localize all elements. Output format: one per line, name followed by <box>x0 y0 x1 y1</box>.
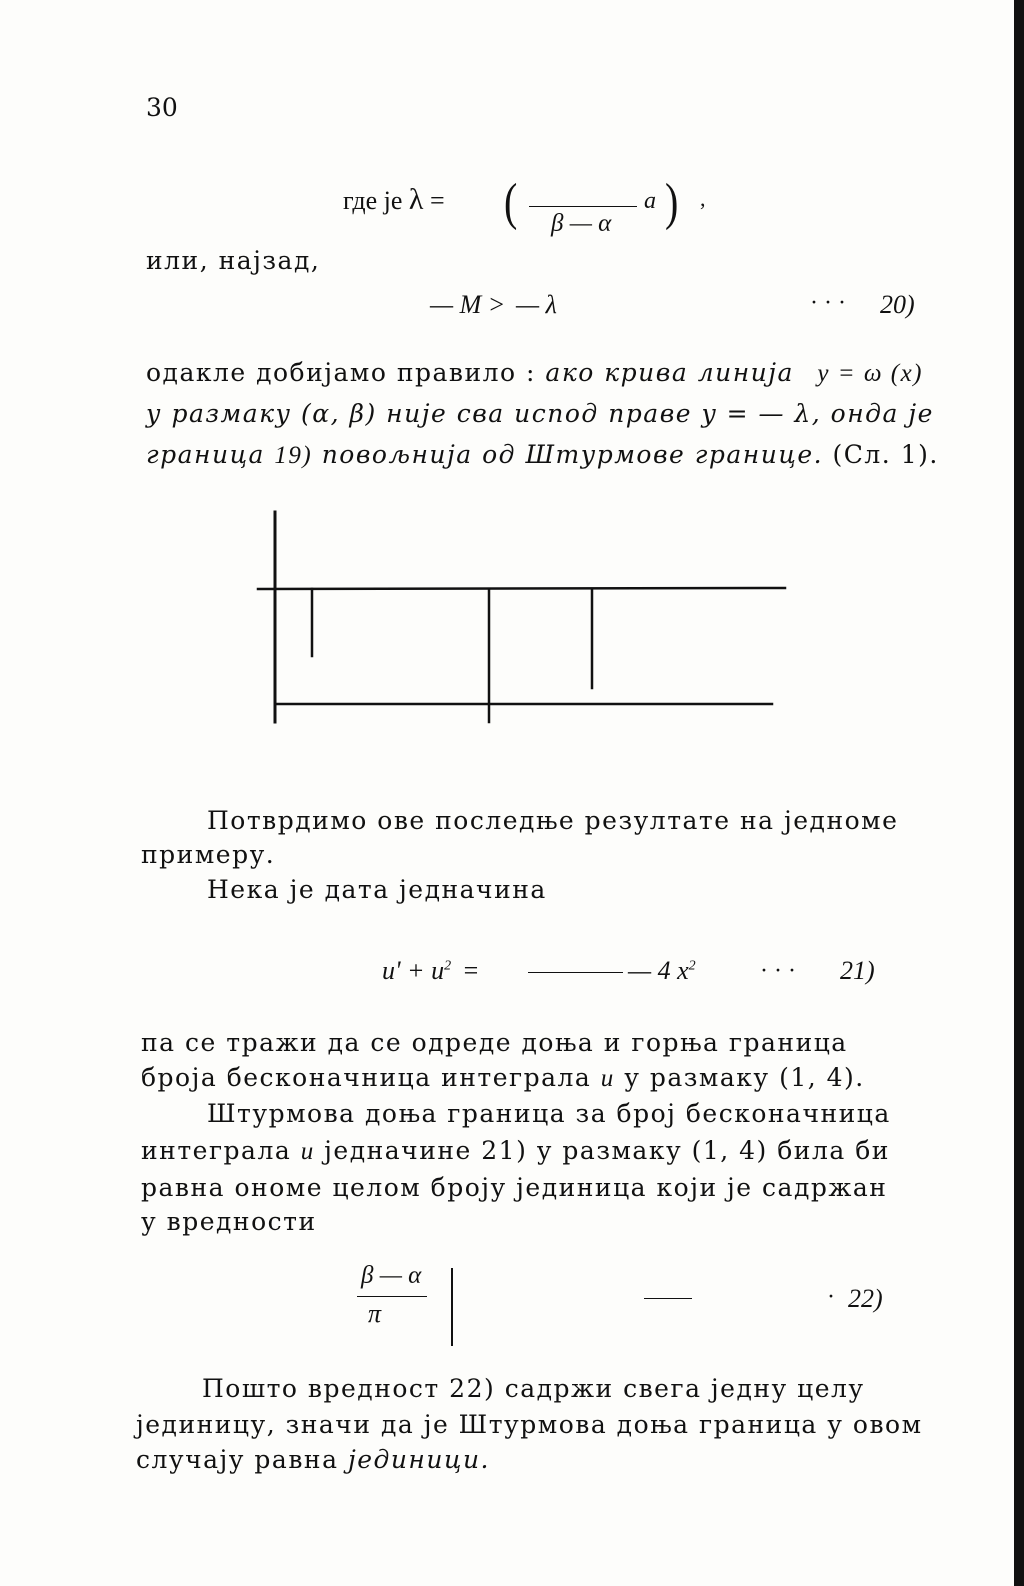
ref-19: 19) <box>274 442 313 469</box>
para3-line4 <box>141 1136 890 1166</box>
para4-line3-a: случају равна <box>136 1445 339 1474</box>
eq21-dots: · · · <box>760 958 796 984</box>
para3-line2-a: броја бесконачница интеграла <box>141 1063 592 1092</box>
conclusion-italic: јединици. <box>347 1445 490 1474</box>
eq22-dot: · <box>827 1284 835 1310</box>
coefficient-a: а <box>644 188 656 214</box>
rule-italic-text: ако крива линија <box>545 358 794 387</box>
gde-je-text: где је <box>343 186 403 215</box>
granica-word: граница <box>146 440 265 469</box>
eq21-rhs-term: — 4 x <box>628 956 689 985</box>
floor-bar <box>451 1268 453 1346</box>
equation-label-22: 22) <box>848 1284 883 1313</box>
figure-1-diagram <box>0 0 1024 760</box>
para3-line5: равна ономе целом броју јединица који је садржан <box>141 1173 888 1202</box>
para4-line3 <box>136 1445 490 1474</box>
inequality-lhs: — M > <box>430 290 506 319</box>
para2-line1: Потврдимо ове последње резултате на једноме <box>207 806 899 835</box>
para4-line2: јединицу, значи да је Штурмова доња граница у овом <box>136 1410 923 1439</box>
eq21-equals: = <box>463 956 479 985</box>
eq21-lhs-exponent: 2 <box>444 958 452 974</box>
para3-line4-c: једначине 21) у размаку (1, 4) била би <box>324 1136 890 1165</box>
equation-21 <box>382 956 478 986</box>
integral-u: u <box>600 1065 615 1092</box>
beta-minus-alpha: β — α <box>551 210 612 237</box>
eq21-rhs <box>628 956 696 986</box>
equals-sign: = <box>429 186 445 215</box>
page-number: 30 <box>146 93 178 122</box>
para2-line2: примеру. <box>141 840 276 869</box>
eq22-fraction-bar <box>357 1296 427 1297</box>
equation-label-20: 20) <box>880 290 915 319</box>
curve-formula: y = ω (x) <box>817 360 924 387</box>
para3-line1: па се тражи да се одреде доња и горња граница <box>141 1028 848 1057</box>
rule-intro: одакле добијамо правило : <box>146 358 536 387</box>
ili-najzad: или, најзад, <box>146 246 321 275</box>
eq21-rhs-exponent: 2 <box>688 958 696 974</box>
eq22-dash <box>644 1298 692 1299</box>
left-paren: ( <box>504 172 518 231</box>
dots: · · · <box>810 290 846 316</box>
eq22-numerator: β — α <box>361 1262 422 1289</box>
eq21-long-dash <box>528 972 623 973</box>
para4-line1: Пошто вредност 22) садржи свега једну целу <box>202 1374 865 1403</box>
figure-reference: (Сл. 1). <box>832 440 939 469</box>
para3-line4-a: интеграла <box>141 1136 292 1165</box>
scan-edge <box>1014 0 1024 1586</box>
eq21-lhs: u' + u <box>382 956 445 985</box>
para3-line2 <box>141 1063 865 1093</box>
para3-line2-c: у размаку (1, 4). <box>624 1063 865 1092</box>
eq22-denominator: π <box>368 1299 382 1328</box>
right-paren: ) <box>665 172 679 231</box>
horizontal-line-top <box>258 588 785 589</box>
para1-line2: у размаку (α, β) није сва испод праве y = — λ, онда је <box>146 399 934 428</box>
inequality-rhs: — λ <box>516 290 557 319</box>
para2-line3: Нека је дата једначина <box>207 875 547 904</box>
integral-u-2: u <box>300 1138 315 1165</box>
lambda-symbol: λ <box>408 183 424 216</box>
conclusion-text: повољнија од Штурмове границе. <box>321 440 824 469</box>
comma: , <box>700 186 706 211</box>
para3-line6: у вредности <box>141 1207 317 1236</box>
para3-line3: Штурмова доња граница за број бесконачница <box>207 1099 891 1128</box>
equation-label-21: 21) <box>840 956 875 985</box>
